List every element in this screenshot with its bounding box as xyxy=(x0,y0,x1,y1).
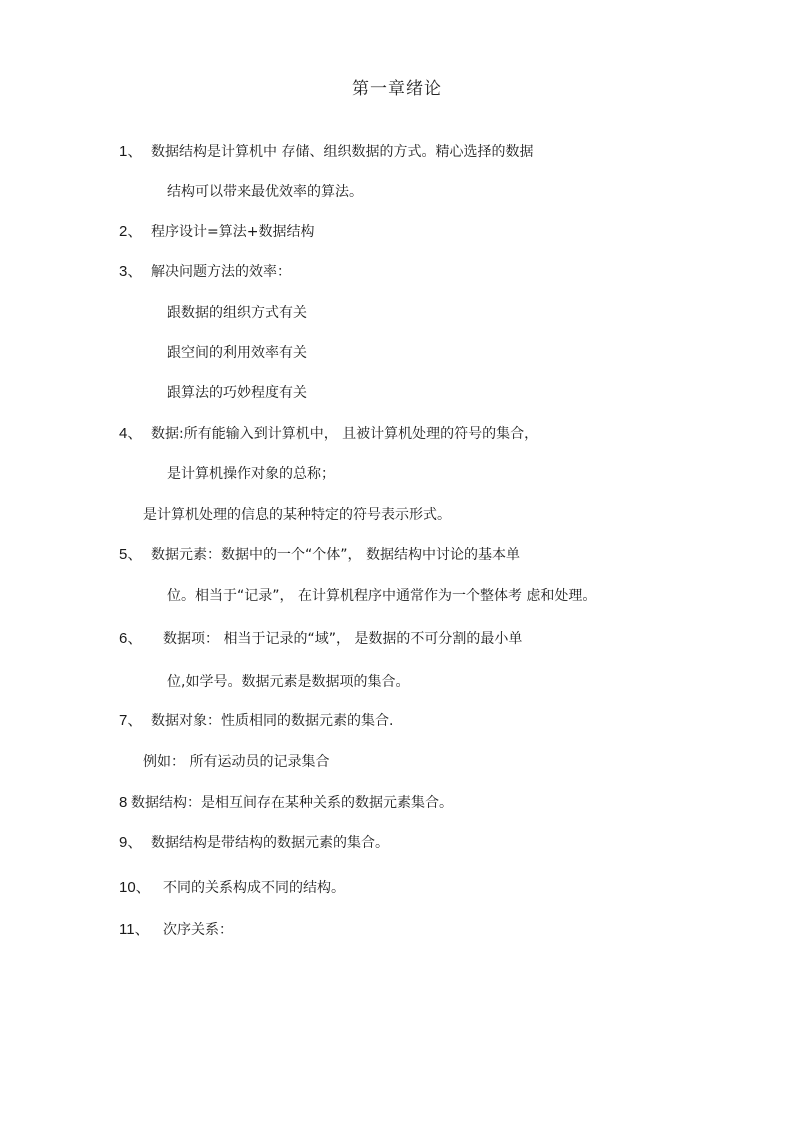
list-item-3-sub-3: 跟算法的巧妙程度有关 xyxy=(167,385,307,401)
list-item-3-sub-1: 跟数据的组织方式有关 xyxy=(167,305,307,321)
item-text: 数据结构：是相互间存在某种关系的数据元素集合。 xyxy=(131,795,453,811)
chapter-title: 第一章绪论 xyxy=(352,79,442,99)
item-text: 数据项： 相当于记录的“域”， 是数据的不可分割的最小单 xyxy=(163,631,523,647)
item-number: 3、 xyxy=(119,263,143,280)
item-number: 9、 xyxy=(119,834,143,851)
item-text: 数据结构是计算机中 存储、组织数据的方式。精心选择的数据 xyxy=(151,144,534,160)
item-number: 10、 xyxy=(119,879,151,896)
item-number: 8 xyxy=(119,794,128,811)
item-number: 7、 xyxy=(119,712,143,729)
list-item-1-continuation: 结构可以带来最优效率的算法。 xyxy=(167,184,363,200)
item-number: 2、 xyxy=(119,223,143,240)
list-item-3-sub-2: 跟空间的利用效率有关 xyxy=(167,345,307,361)
list-item-4-continuation-2: 是计算机处理的信息的某种特定的符号表示形式。 xyxy=(143,507,451,523)
list-item-7 xyxy=(119,711,393,731)
item-text: 解决问题方法的效率： xyxy=(151,264,291,280)
list-item-5 xyxy=(119,545,520,565)
item-number: 11、 xyxy=(119,921,150,938)
item-number: 1、 xyxy=(119,143,143,160)
list-item-6 xyxy=(119,629,522,649)
list-item-8 xyxy=(119,793,453,813)
item-text: 程序设计=算法+数据结构 xyxy=(151,224,315,240)
item-text: 数据对象：性质相同的数据元素的集合. xyxy=(151,713,394,729)
item-number: 4、 xyxy=(119,425,143,442)
item-text: 数据元素：数据中的一个“个体”， 数据结构中讨论的基本单 xyxy=(151,547,520,563)
list-item-9 xyxy=(119,833,389,853)
item-number: 5、 xyxy=(119,546,143,563)
item-text: 次序关系： xyxy=(163,922,233,938)
item-text: 数据:所有能输入到计算机中， 且被计算机处理的符号的集合， xyxy=(151,426,539,442)
list-item-2 xyxy=(119,222,314,242)
list-item-4 xyxy=(119,424,538,444)
list-item-5-continuation: 位。相当于“记录”， 在计算机程序中通常作为一个整体考 虑和处理。 xyxy=(167,588,597,604)
list-item-7-continuation: 例如： 所有运动员的记录集合 xyxy=(143,754,330,770)
item-text: 数据结构是带结构的数据元素的集合。 xyxy=(151,835,389,851)
list-item-4-continuation: 是计算机操作对象的总称； xyxy=(167,466,335,482)
list-item-6-continuation: 位,如学号。数据元素是数据项的集合。 xyxy=(167,674,410,690)
list-item-3 xyxy=(119,262,291,282)
list-item-10 xyxy=(119,878,345,898)
item-text: 不同的关系构成不同的结构。 xyxy=(163,880,345,896)
list-item-1 xyxy=(119,142,533,162)
item-number: 6、 xyxy=(119,630,143,647)
list-item-11 xyxy=(119,920,233,940)
